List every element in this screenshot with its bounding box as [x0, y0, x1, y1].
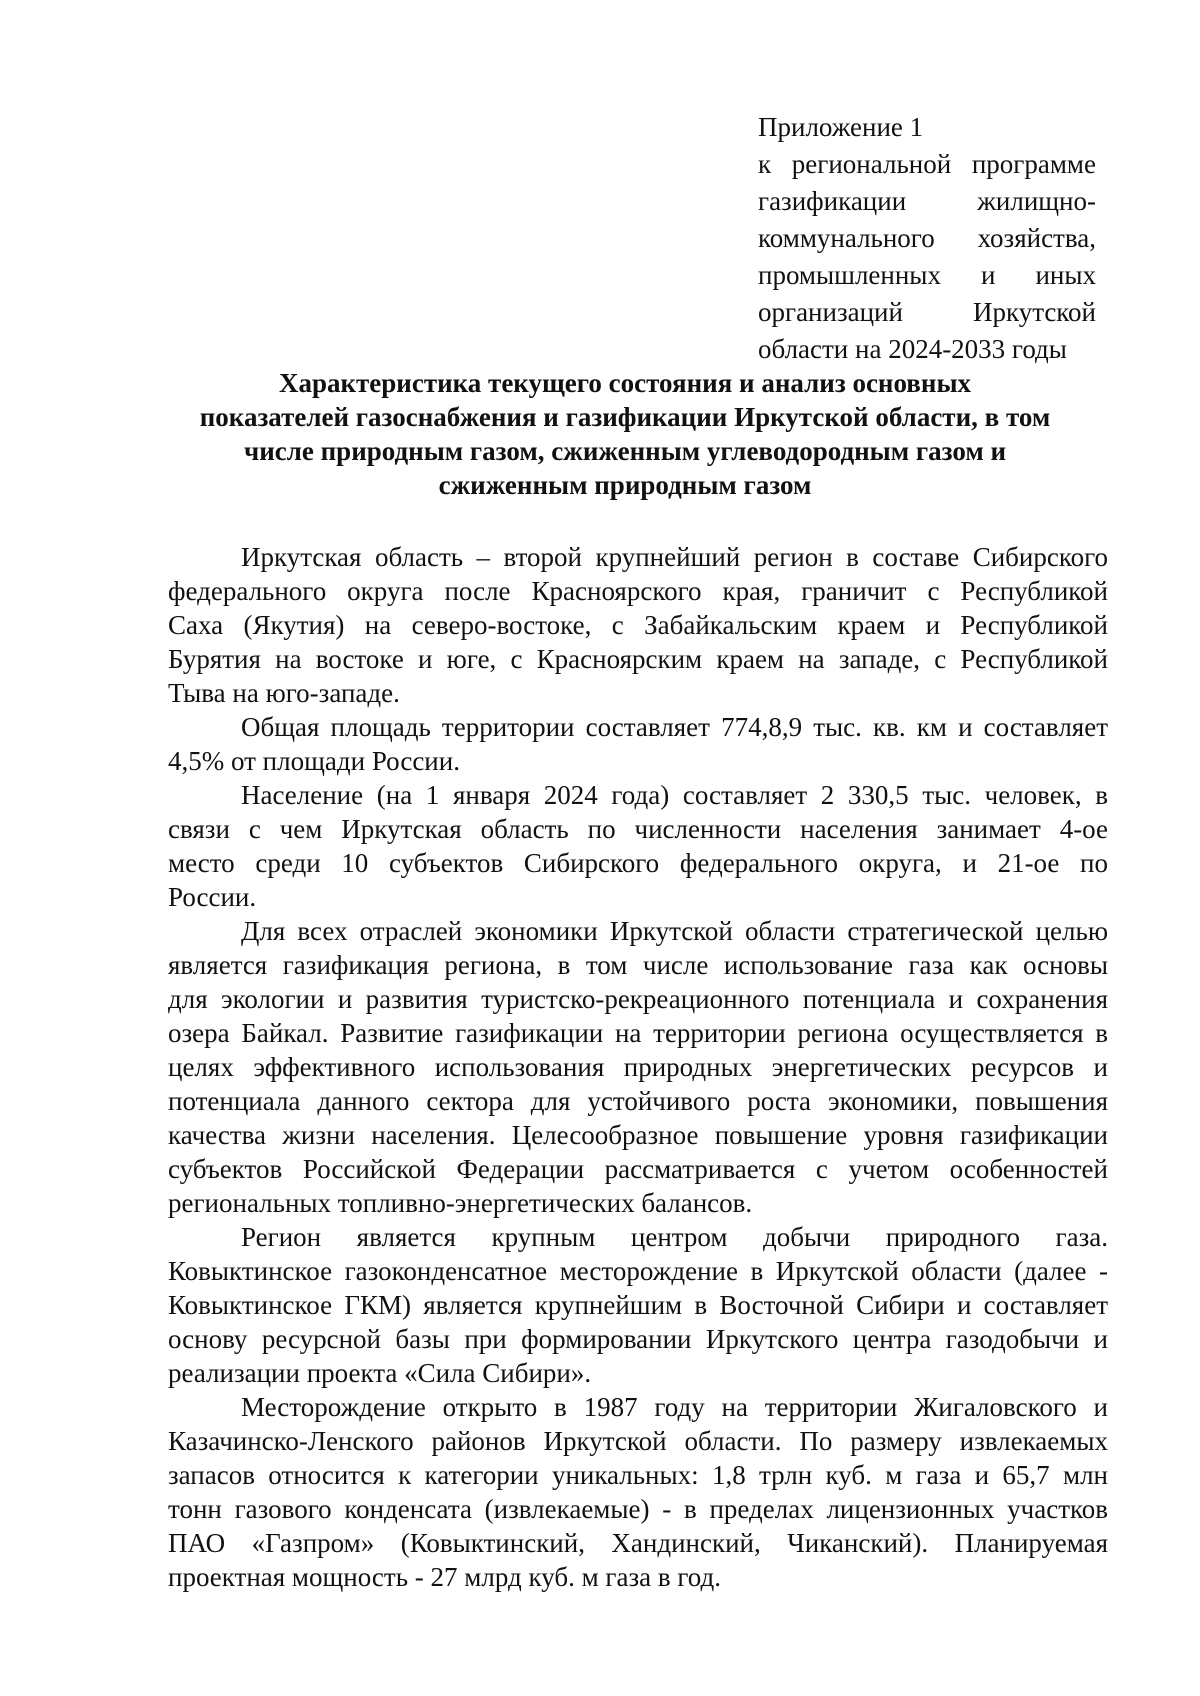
paragraph-deposit — [168, 1390, 1108, 1594]
appendix-line: к региональной программе — [758, 149, 1096, 179]
paragraph-line: основу ресурсной базы при формировании Иркутского центра газодобычи и — [168, 1324, 1108, 1354]
title-line: числе природным газом, сжиженным углеводородным газом и — [243, 436, 1007, 466]
paragraph-line: Ковыктинское газоконденсатное месторождение в Иркутской области (далее - — [168, 1256, 1108, 1286]
paragraph-line: региональных топливно-энергетических балансов. — [168, 1188, 753, 1218]
paragraph-line: место среди 10 субъектов Сибирского федерального округа, и 21-ое по — [168, 848, 1108, 878]
appendix-line: коммунального хозяйства, — [758, 223, 1096, 253]
paragraph-line: федерального округа после Красноярского края, граничит с Республикой — [168, 576, 1108, 606]
paragraph-line: Тыва на юго-западе. — [168, 678, 400, 708]
paragraph-line: Население (на 1 января 2024 года) составляет 2 330,5 тыс. человек, в — [241, 780, 1108, 810]
paragraph-line: субъектов Российской Федерации рассматривается с учетом особенностей — [168, 1154, 1108, 1184]
paragraph-line: Бурятия на востоке и юге, с Красноярским краем на западе, с Республикой — [168, 644, 1108, 674]
document-body — [168, 540, 1108, 1594]
paragraph-line: проектная мощность - 27 млрд куб. м газа в год. — [168, 1562, 721, 1592]
appendix-line: газификации жилищно- — [758, 186, 1096, 216]
paragraph-line: качества жизни населения. Целесообразное повышение уровня газификации — [168, 1120, 1108, 1150]
paragraph-line: Для всех отраслей экономики Иркутской области стратегической целью — [241, 916, 1108, 946]
paragraph-borders — [168, 540, 1108, 710]
paragraph-line: реализации проекта «Сила Сибири». — [168, 1358, 592, 1388]
paragraph-line: для экологии и развития туристско-рекреационного потенциала и сохранения — [168, 984, 1108, 1014]
appendix-line: организаций Иркутской — [758, 297, 1096, 327]
appendix-line: Приложение 1 — [758, 112, 924, 142]
paragraph-line: России. — [168, 882, 257, 912]
paragraph-line: Месторождение открыто в 1987 году на территории Жигаловского и — [241, 1392, 1108, 1422]
paragraph-population — [168, 778, 1108, 914]
paragraph-line: Иркутская область – второй крупнейший регион в составе Сибирского — [241, 542, 1108, 572]
paragraph-line: Ковыктинское ГКМ) является крупнейшим в Восточной Сибири и составляет — [168, 1290, 1108, 1320]
paragraph-line: связи с чем Иркутская область по численности населения занимает 4-ое — [168, 814, 1108, 844]
paragraph-gas-center — [168, 1220, 1108, 1390]
paragraph-line: ПАО «Газпром» (Ковыктинский, Хандинский, Чиканский). Планируемая — [168, 1528, 1108, 1558]
paragraph-line: запасов относится к категории уникальных: 1,8 трлн куб. м газа и 65,7 млн — [168, 1460, 1108, 1490]
title-line: сжиженным природным газом — [438, 470, 812, 500]
title-line: Характеристика текущего состояния и анализ основных — [278, 368, 972, 398]
paragraph-area — [168, 710, 1108, 778]
paragraph-line: 4,5% от площади России. — [168, 746, 460, 776]
paragraph-line: потенциала данного сектора для устойчивого роста экономики, повышения — [168, 1086, 1108, 1116]
paragraph-line: целях эффективного использования природных энергетических ресурсов и — [168, 1052, 1108, 1082]
appendix-line: области на 2024-2033 годы — [758, 334, 1067, 364]
paragraph-line: Казачинско-Ленского районов Иркутской области. По размеру извлекаемых — [168, 1426, 1108, 1456]
paragraph-line: тонн газового конденсата (извлекаемые) - в пределах лицензионных участков — [168, 1494, 1108, 1524]
title-line: показателей газоснабжения и газификации Иркутской области, в том — [199, 402, 1051, 432]
appendix-note — [758, 109, 1096, 368]
paragraph-line: Общая площадь территории составляет 774,8,9 тыс. кв. км и составляет — [241, 712, 1108, 742]
appendix-line: промышленных и иных — [758, 260, 1096, 290]
paragraph-goal — [168, 914, 1108, 1220]
paragraph-line: озера Байкал. Развитие газификации на территории региона осуществляется в — [168, 1018, 1108, 1048]
paragraph-line: Регион является крупным центром добычи природного газа. — [241, 1222, 1108, 1252]
paragraph-line: является газификация региона, в том числе использование газа как основы — [168, 950, 1108, 980]
document-title — [150, 366, 1100, 502]
paragraph-line: Саха (Якутия) на северо-востоке, с Забайкальским краем и Республикой — [168, 610, 1108, 640]
